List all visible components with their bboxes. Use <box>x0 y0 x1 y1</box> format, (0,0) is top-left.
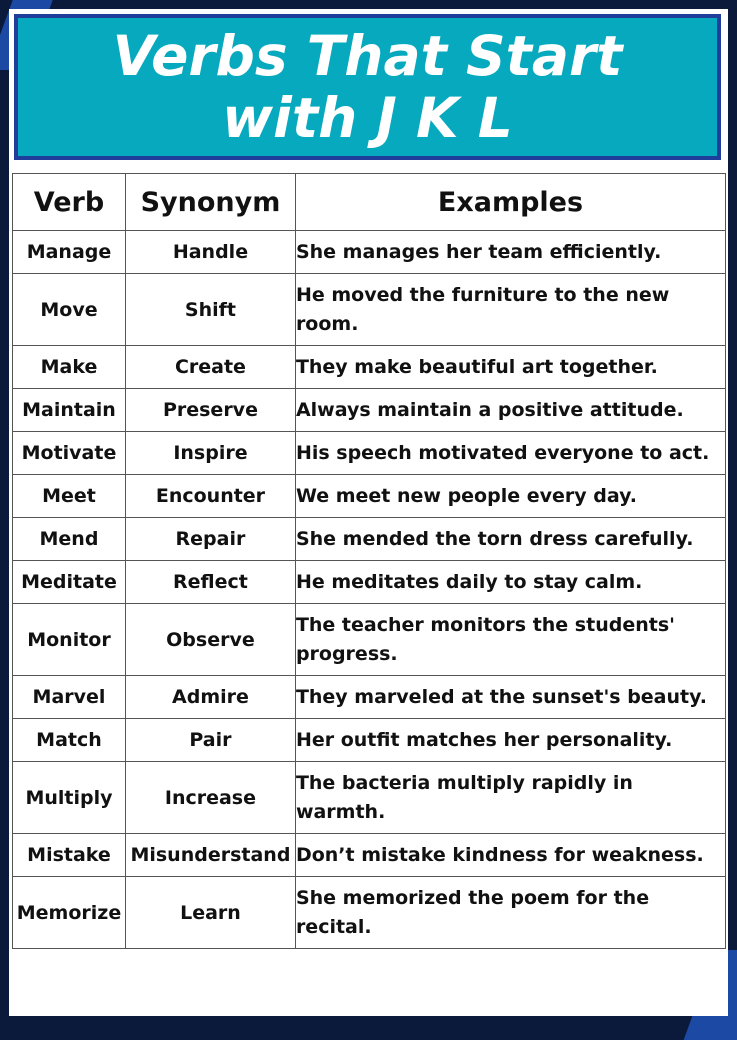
synonym-cell: Misunderstand <box>125 834 295 877</box>
verb-cell: Mistake <box>13 834 126 877</box>
example-cell: We meet new people every day. <box>295 475 725 518</box>
synonym-cell: Learn <box>125 877 295 949</box>
title-line-2: with J K L <box>222 86 513 150</box>
verb-cell: Marvel <box>13 676 126 719</box>
verb-cell: Memorize <box>13 877 126 949</box>
synonym-cell: Handle <box>125 231 295 274</box>
table-header-row <box>13 174 726 231</box>
table-row <box>13 346 726 389</box>
verb-cell: Meet <box>13 475 126 518</box>
verb-cell: Multiply <box>13 762 126 834</box>
table-row <box>13 834 726 877</box>
synonym-cell: Repair <box>125 518 295 561</box>
table-row <box>13 274 726 346</box>
header-synonym: Synonym <box>125 174 295 231</box>
verb-cell: Motivate <box>13 432 126 475</box>
verb-cell: Monitor <box>13 604 126 676</box>
synonym-cell: Create <box>125 346 295 389</box>
example-cell: His speech motivated everyone to act. <box>295 432 725 475</box>
synonym-cell: Increase <box>125 762 295 834</box>
table-row <box>13 676 726 719</box>
table-row <box>13 719 726 762</box>
table-row <box>13 877 726 949</box>
verb-cell: Mend <box>13 518 126 561</box>
synonym-cell: Inspire <box>125 432 295 475</box>
synonym-cell: Reflect <box>125 561 295 604</box>
verb-cell: Manage <box>13 231 126 274</box>
table-row <box>13 762 726 834</box>
example-cell: He meditates daily to stay calm. <box>295 561 725 604</box>
verb-cell: Maintain <box>13 389 126 432</box>
title-line-1: Verbs That Start <box>112 24 623 88</box>
header-examples: Examples <box>295 174 725 231</box>
synonym-cell: Shift <box>125 274 295 346</box>
example-cell: Always maintain a positive attitude. <box>295 389 725 432</box>
synonym-cell: Admire <box>125 676 295 719</box>
table-row <box>13 475 726 518</box>
synonym-cell: Preserve <box>125 389 295 432</box>
example-cell: The teacher monitors the students' progress. <box>295 604 725 676</box>
synonym-cell: Observe <box>125 604 295 676</box>
verb-cell: Meditate <box>13 561 126 604</box>
example-cell: They make beautiful art together. <box>295 346 725 389</box>
table-row <box>13 389 726 432</box>
infographic-card <box>9 9 728 1016</box>
verb-cell: Match <box>13 719 126 762</box>
table-row <box>13 518 726 561</box>
synonym-cell: Encounter <box>125 475 295 518</box>
table-row <box>13 432 726 475</box>
verb-cell: Make <box>13 346 126 389</box>
verbs-table <box>12 173 726 949</box>
example-cell: Her outfit matches her personality. <box>295 719 725 762</box>
title-banner <box>14 14 721 160</box>
example-cell: He moved the furniture to the new room. <box>295 274 725 346</box>
example-cell: She mended the torn dress carefully. <box>295 518 725 561</box>
table-row <box>13 604 726 676</box>
page-title <box>113 25 623 149</box>
example-cell: They marveled at the sunset's beauty. <box>295 676 725 719</box>
table-row <box>13 561 726 604</box>
table-row <box>13 231 726 274</box>
example-cell: The bacteria multiply rapidly in warmth. <box>295 762 725 834</box>
example-cell: She manages her team efficiently. <box>295 231 725 274</box>
synonym-cell: Pair <box>125 719 295 762</box>
example-cell: Don’t mistake kindness for weakness. <box>295 834 725 877</box>
example-cell: She memorized the poem for the recital. <box>295 877 725 949</box>
header-verb: Verb <box>13 174 126 231</box>
verb-cell: Move <box>13 274 126 346</box>
